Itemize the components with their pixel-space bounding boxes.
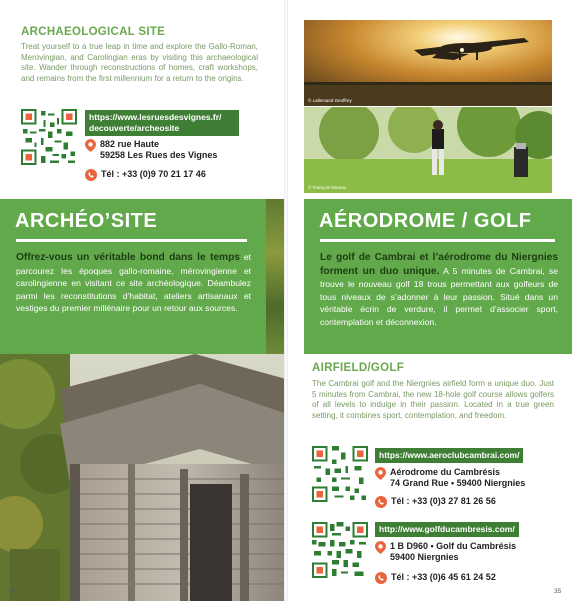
- phone[interactable]: [85, 169, 206, 181]
- en-section-text: The Cambrai golf and the Niergnies airfield form a unique duo. Just 5 minutes from Cambrai, the new 18-hole golf course allows golfers of all levels to indulge in their passion. Located in a true green setting, it combines sport, contemplation, and freedom.: [312, 379, 554, 420]
- golf-link[interactable]: http://www.golfducambresis.com/: [375, 522, 519, 537]
- address-line2: 59258 Les Rues des Vignes: [100, 150, 218, 160]
- aeroclub-phone[interactable]: [375, 496, 496, 508]
- map-pin-icon: [375, 541, 386, 554]
- phone-icon: [375, 496, 387, 508]
- address-line1: 882 rue Haute: [100, 139, 160, 149]
- website-link[interactable]: [85, 110, 239, 136]
- photo-credit-top: © Lallemand Geoffrey: [308, 98, 352, 103]
- qr-code-golf[interactable]: [312, 522, 368, 578]
- block-text: [16, 251, 251, 315]
- golf-phone[interactable]: [375, 572, 496, 584]
- right-page: [286, 0, 572, 601]
- map-pin-icon: [85, 139, 96, 152]
- archeosite-block: [0, 199, 266, 354]
- address-line1: 1 B D960 • Golf du Cambrésis: [390, 541, 517, 551]
- en-section-text: Treat yourself to a true leap in time and explore the Gallo-Roman, Merovingian, and Carolingian eras by visiting this archaeological site. Wander through reconstructions of homes, craft workshops, and remains from the first millennium for a return to the origins.: [21, 42, 258, 83]
- block-title: AÉRODROME / GOLF: [319, 210, 532, 232]
- golf-address: [375, 541, 516, 563]
- address-line1: Aérodrome du Cambrésis: [390, 467, 501, 477]
- phone-number[interactable]: Tél : +33 (0)9 70 21 17 46: [101, 169, 206, 179]
- website-link-line2[interactable]: decouverte/archeosite: [89, 123, 180, 133]
- en-section-title: AIRFIELD/GOLF: [312, 362, 405, 374]
- aeroclub-link[interactable]: https://www.aeroclubcambrai.com/: [375, 448, 523, 463]
- photo-credit-bottom: © François Moreau: [308, 185, 347, 190]
- block-body: A 5 minutes de Cambrai, se trouve le nouveau golf 18 trous permettant aux golfeurs de tous niveaux de s’adonner à leur passion. Situé dans un véritable écrin de verdure, il permet d’associer sport, contemplation et déconnexion.: [320, 265, 558, 327]
- address: [85, 139, 217, 161]
- qr-code-aeroclub[interactable]: [312, 446, 368, 502]
- airplane-photo: [304, 20, 552, 106]
- foliage-photo: [266, 199, 286, 354]
- block-lead: Offrez-vous un véritable bond dans le temps: [16, 252, 240, 263]
- page-number: 34: [8, 588, 16, 595]
- wooden-house-photo: [0, 354, 286, 601]
- block-lead: Le golf de Cambrai et l’aérodrome du Niergnies forment un duo unique.: [320, 252, 558, 277]
- phone-icon: [85, 169, 97, 181]
- phone-number[interactable]: Tél : +33 (0)3 27 81 26 56: [391, 496, 496, 506]
- title-rule: [16, 239, 247, 242]
- page-number: 35: [554, 588, 562, 595]
- phone-number[interactable]: Tél : +33 (0)6 45 61 24 52: [391, 572, 496, 582]
- golf-photo: [304, 107, 552, 193]
- map-pin-icon: [375, 467, 386, 480]
- block-text: [320, 251, 558, 329]
- address-line2: 74 Grand Rue • 59400 Niergnies: [390, 478, 526, 488]
- website-link-line1[interactable]: https://www.lesruesdesvignes.fr/: [89, 112, 222, 122]
- address-line2: 59400 Niergnies: [390, 552, 459, 562]
- block-body: et parcourez les époques gallo-romaine, mérovingienne et carolingienne en visitant ce site archéologique. Déambulez parmi les reconstitutions d’habitat, ateliers artisanaux et vestiges du premier millénaire pour un retour aux sources.: [16, 252, 251, 314]
- aerodrome-golf-block: [304, 199, 572, 354]
- phone-icon: [375, 572, 387, 584]
- block-title: ARCHÉO’SITE: [15, 210, 158, 232]
- aeroclub-address: [375, 467, 525, 489]
- title-rule: [320, 239, 555, 242]
- en-section-title: ARCHAEOLOGICAL SITE: [21, 26, 166, 38]
- qr-code[interactable]: [21, 109, 77, 165]
- page-gutter: [284, 0, 288, 601]
